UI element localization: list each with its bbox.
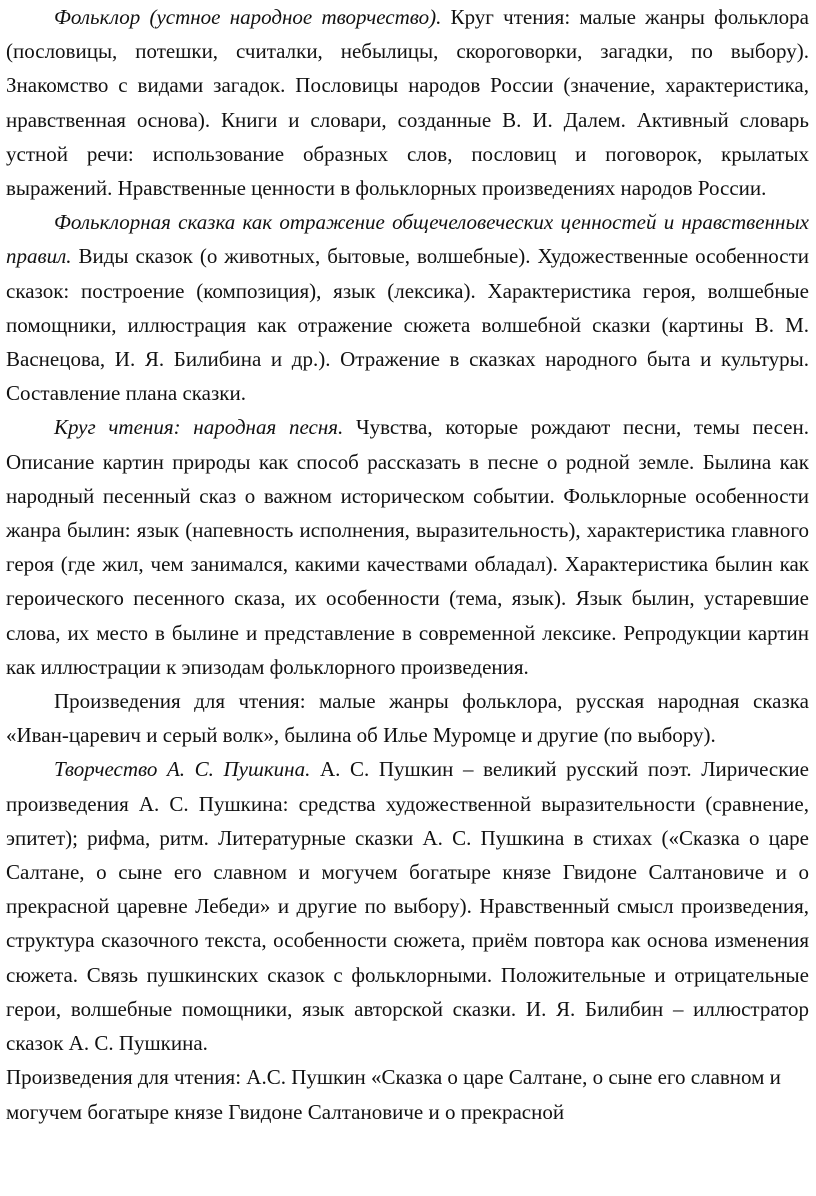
paragraph-folk-song: [6, 410, 809, 684]
paragraph-body: Произведения для чтения: малые жанры фольклора, русская народная сказка «Иван-царевич и серый волк», былина об Илье Муромце и другие (по выбору).: [6, 689, 809, 748]
paragraph-body: Виды сказок (о животных, бытовые, волшебные). Художественные особенности сказок: построение (композиция), язык (лексика). Характеристика героя, волшебные помощники, иллюстрация как отражение сюжета волшебной сказки (картины В. М. Васнецова, И. Я. Билибина и др.). Отражение в сказках народного быта и культуры. Составление плана сказки.: [6, 244, 809, 406]
paragraph-heading: Круг чтения: народная песня.: [54, 415, 344, 440]
paragraph-heading: Фольклор (устное народное творчество).: [54, 5, 442, 29]
paragraph-folklore: [6, 0, 809, 205]
document-page: [6, 0, 809, 1129]
paragraph-body: Произведения для чтения: А.С. Пушкин «Сказка о царе Салтане, о сыне его славном и могучем богатыре князе Гвидоне Салтановиче и о прекрасной: [6, 1065, 781, 1124]
paragraph-folk-tale: [6, 205, 809, 410]
paragraph-body: Чувства, которые рождают песни, темы песен. Описание картин природы как способ рассказать в песне о родной земле. Былина как народный песенный сказ о важном историческом событии. Фольклорные особенности жанра былин: язык (напевность исполнения, выразительность), характеристика главного героя (где жил, чем занимался, какими качествами обладал). Характеристика былин как героического песенного сказа, их особенности (тема, язык). Язык былин, устаревшие слова, их место в былине и представление в современной лексике. Репродукции картин как иллюстрации к эпизодам фольклорного произведения.: [6, 415, 809, 679]
paragraph-pushkin: [6, 752, 809, 1060]
paragraph-body: А. С. Пушкин – великий русский поэт. Лирические произведения А. С. Пушкина: средства художественной выразительности (сравнение, эпитет); рифма, ритм. Литературные сказки А. С. Пушкина в стихах («Сказка о царе Салтане, о сыне его славном и могучем богатыре князе Гвидоне Салтановиче и о прекрасной царевне Лебеди» и другие по выбору). Нравственный смысл произведения, структура сказочного текста, особенности сюжета, приём повтора как основа изменения сюжета. Связь пушкинских сказок с фольклорными. Положительные и отрицательные герои, волшебные помощники, язык авторской сказки. И. Я. Билибин – иллюстратор сказок А. С. Пушкина.: [6, 757, 809, 1056]
paragraph-body: Круг чтения: малые жанры фольклора (пословицы, потешки, считалки, небылицы, скороговорки, загадки, по выбору). Знакомство с видами загадок. Пословицы народов России (значение, характеристика, нравственная основа). Книги и словари, созданные В. И. Далем. Активный словарь устной речи: использование образных слов, пословиц и поговорок, крылатых выражений. Нравственные ценности в фольклорных произведениях народов России.: [6, 5, 809, 201]
paragraph-reading-list-pushkin: [6, 1060, 809, 1128]
paragraph-heading: Творчество А. С. Пушкина.: [54, 757, 311, 782]
paragraph-reading-list-folklore: [6, 684, 809, 752]
paragraph-heading: Фольклорная сказка как отражение общечеловеческих ценностей и нравственных правил.: [6, 210, 809, 269]
